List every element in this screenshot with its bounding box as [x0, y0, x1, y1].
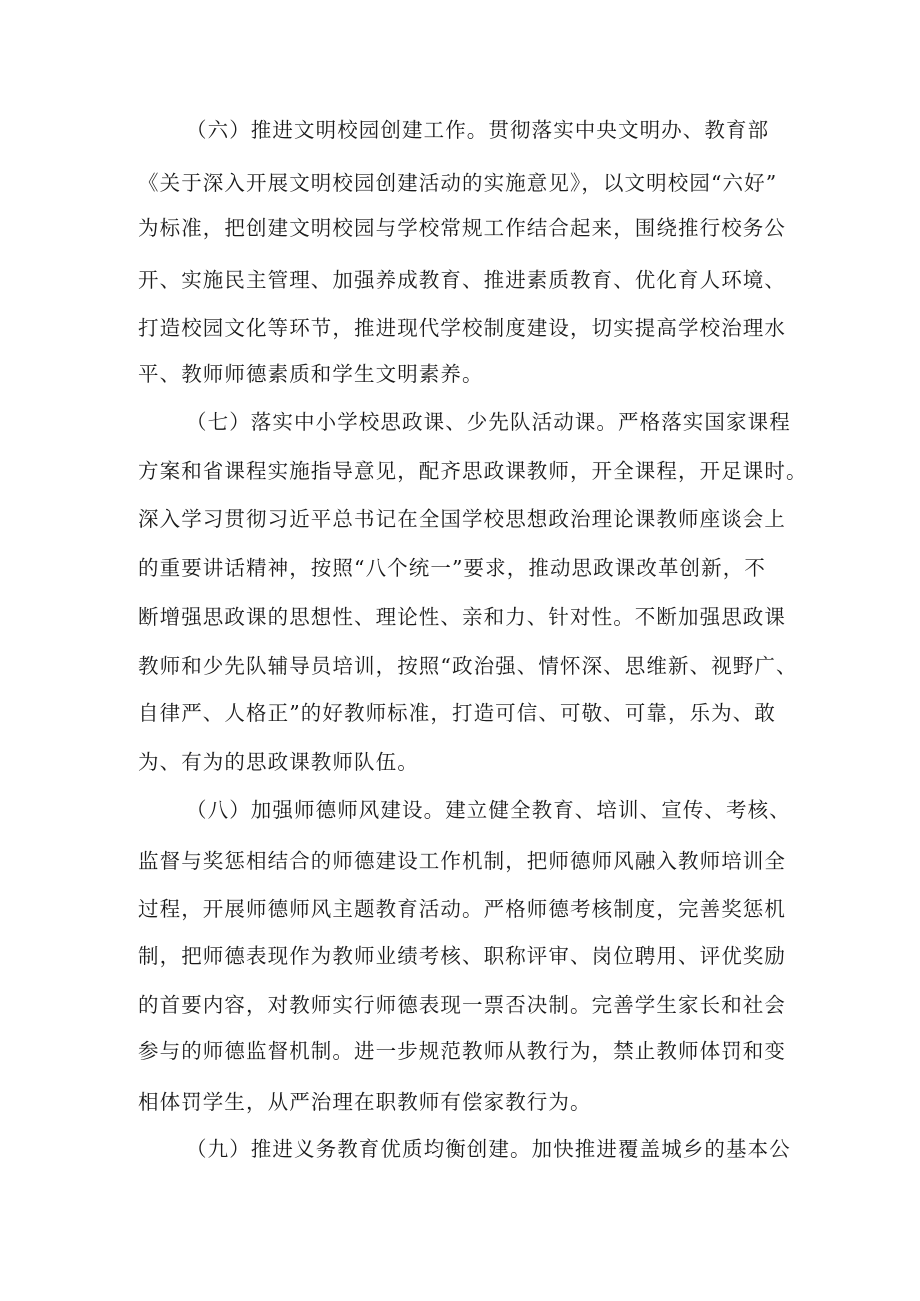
- text-line: 为、有为的思政课教师队伍。: [138, 750, 419, 774]
- text-line: 的首要内容，对教师实行师德表现一票否决制。完善学生家长和社会: [138, 993, 786, 1017]
- text-line: 制，把师德表现作为教师业绩考核、职称评审、岗位聘用、评优奖励: [138, 944, 786, 968]
- text-line: 自律严、人格正”的好教师标准，打造可信、可敬、可靠，乐为、敢: [138, 701, 776, 725]
- text-line: 相体罚学生，从严治理在职教师有偿家教行为。: [138, 1090, 592, 1114]
- text-line: 教师和少先队辅导员培训，按照“政治强、情怀深、思维新、视野广、: [138, 654, 798, 678]
- text-line: 平、教师师德素质和学生文明素养。: [138, 362, 484, 386]
- text-line: 方案和省课程实施指导意见，配齐思政课教师，开全课程，开足课时。: [138, 459, 808, 483]
- text-line: （八）加强师德师风建设。建立健全教育、培训、宣传、考核、: [186, 798, 791, 822]
- text-line: 深入学习贯彻习近平总书记在全国学校思想政治理论课教师座谈会上: [138, 507, 786, 531]
- text-line: 为标准，把创建文明校园与学校常规工作结合起来，围绕推行校务公: [138, 216, 786, 240]
- text-line: （七）落实中小学校思政课、少先队活动课。严格落实国家课程: [186, 410, 791, 434]
- text-line: 监督与奖惩相结合的师德建设工作机制，把师德师风融入教师培训全: [138, 849, 786, 873]
- text-line: （六）推进文明校园创建工作。贯彻落实中央文明办、教育部: [186, 118, 770, 142]
- text-line: 的重要讲话精神，按照“八个统一”要求，推动思政课改革创新，不: [138, 556, 766, 580]
- text-line: 《关于深入开展文明校园创建活动的实施意见》，以文明校园“六好”: [138, 171, 778, 195]
- text-line: 过程，开展师德师风主题教育活动。严格师德考核制度，完善奖惩机: [138, 897, 786, 921]
- text-line: 打造校园文化等环节，推进现代学校制度建设，切实提高学校治理水: [138, 316, 786, 340]
- text-line: （九）推进义务教育优质均衡创建。加快推进覆盖城乡的基本公: [186, 1137, 791, 1161]
- text-line: 开、实施民主管理、加强养成教育、推进素质教育、优化育人环境、: [138, 268, 786, 292]
- text-line: 断增强思政课的思想性、理论性、亲和力、针对性。不断加强思政课: [138, 605, 786, 629]
- text-line: 参与的师德监督机制。进一步规范教师从教行为，禁止教师体罚和变: [138, 1039, 786, 1063]
